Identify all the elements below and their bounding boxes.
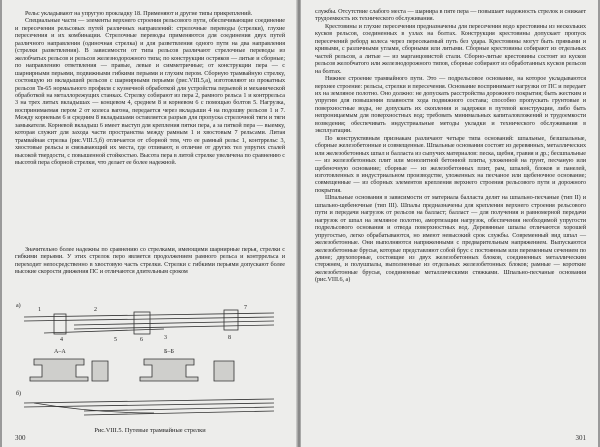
figure-caption: Рис.VIII.5. Путевые трамвайные стрелки xyxy=(94,427,206,434)
paragraph: По конструктивным признакам различают четыре типа оснований: шпальные, безшпальные, сборные железобетонные и совмещенные. Шпальные основания состоят из деревянных, металлических или железобетонных шпал и балласта из сыпучих материалов: песка, щебня, гравия и др.; бесшпальные — из железобетонных плит или монолитной бетонной плиты, уложенной на грунт, песчаную или щебеночную основание; сборные — из железобетонных плит, рам, шпалей, блоков и панелей, изготовленных в индустриальном производстве, уложенных на песчаное или щебеночное основание; совмещенные — из сборных элементов крепления верхнего строения рельсового пути и дорожного покрытия. xyxy=(315,134,586,194)
fig-label-a: а) xyxy=(16,303,21,309)
tram-switch-figure xyxy=(14,299,286,434)
svg-text:8: 8 xyxy=(228,335,231,341)
svg-text:5: 5 xyxy=(114,337,117,343)
paragraph: Шпальные основания в зависимости от материала балласта делят на шпально-песчаные (тип II) и шпально-щебеночные (тип III). Шпалы предназначены для крепления верхнего строения рельсового пути и передачи нагрузок от рельсов на балласт; балласт — для получения и равномерной передачи нагрузок от шпал на земляное полотно, амортизации нагрузок, обеспечения необходимой упругости подрельсового основания и отвода поверхностных вод. Деревянные шпалы отличаются хорошей упругостью, легко обрабатываются, но имеют невысокий срок службы. Современный вид шпал — железобетонные. Они выполняются напряженными с предварительным напряжением. Выпускаются железобетонные брусья, которые представляют собой брус с постоянным или переменным сечением по длине; двухопорные, состоящие из двух железобетонных блоков, соединенных металлическим стержнем, и полушпалы, выполненные из отдельных железобетонных блоков; рамные — короткие железобетонные брусья, соединенные металлическими стяжками. Шпально-песчаные основания (рис.VIII.6, а) xyxy=(315,194,586,284)
svg-text:2: 2 xyxy=(94,307,97,313)
paragraph: службы. Отсутствие слабого места — шарнира в пяте пера — повышает надежность стрелок и снижает трудоемкость их технического обслуживания. xyxy=(315,8,586,23)
page-number-right: 301 xyxy=(575,434,586,442)
svg-text:4: 4 xyxy=(60,337,63,343)
left-page xyxy=(2,0,297,447)
section-label-bb: Б–Б xyxy=(164,349,174,355)
right-page xyxy=(301,0,598,447)
right-page-text xyxy=(315,8,586,284)
svg-text:6: 6 xyxy=(140,337,143,343)
fig-label-b: б) xyxy=(16,391,22,397)
svg-text:1: 1 xyxy=(38,307,41,313)
page-number-left: 300 xyxy=(15,434,26,442)
left-page-bottom-text xyxy=(15,246,285,276)
svg-text:7: 7 xyxy=(244,305,247,311)
section-label-aa: А–А xyxy=(54,349,66,355)
paragraph: Значительно более надежны по сравнению со стрелками, имеющими шарнирные перья, стрелки с гибкими перьями. У этих стрелок перо является продолжением рамного рельса и контррельса и переходит непосредственно в хвостовую часть стрелки. Стрелки с гибкими перьями допускают более высокие скорости движения ПС и отличаются длительным сроком xyxy=(15,246,285,276)
svg-text:3: 3 xyxy=(164,335,167,341)
tram-switch-drawing xyxy=(14,299,286,423)
left-page-top-text xyxy=(15,10,285,167)
paragraph: Крестовины и глухие пересечения предназначены для пересечения водо крестовины из нескольких кусков рельсов, соединенных в узлах на болтах. Конструкция крестовины допускает пропуск пересечений реборд колеса через пересекаемый путь без удара. Крестовины могут быть прямыми и кривыми, с различными углами, сборными или литыми. Сборные крестовины собирают из отдельных частей рельсов, а литые — из марганцовистой стали. Сборно-литые крестовины состоят из кусков рельсов желобчатого или железнодорожного типов, сборные собирают из обработанных кусков рельсов на болтах. xyxy=(315,22,586,75)
paragraph: Специальные части — элементы верхнего строения рельсового пути, обеспечивающие соединение и пересечения рельсовых путей различных направлений: стрелочные переводы (стрелки), глухие пересечения и их комбинации. Стрелочные переводы применяются для соединения двух путей различного направления (одиночная стрелка) и для разветвления одного пути на два направления (стрелки разветвления). В зависимости от типа рельсов различают стрелочные переводы из желобчатых рельсов и рельсов железнодорожного типа; по конструкции остряков — литые и сборные; по направлению ответвления — правые, левые и симметричные; от конструкции пера — с шарнирными перьями, подвижными гибкими перьями и глухим пером. Сборную трамвайную стрелку, состоящую из вкладышей рельсов с шарнирными перьями (рис.VIII.5,а), изготовляют из прокатных рельсов Тв-65 нормального профиля с кузнечной обработкой для устройства перьевой и механической обработкой на металлорежущих станках. Стрелку собирают из пера 2, рамного рельса 1 и контррельса 3 на трех литых вкладышах — концевом 4, среднем 8 и корневом 6 с помощью болтов 5. Нагрузка, воспринимаемая пером 2 от колеса вагона, передается через вкладыши 4 на подошву рельсов 1 и 7. Между корневым 6 и средним 8 вкладышами оставляется разрыв для пропуска стрелочной тяги и тяги замыкателя. Корневой вкладыш 6 имеет выступ для крепления пятки пера, а за пяткой пера — выемку, которая служит для захода части пространства между рамным 1 и хвостовым 7 рельсами. Литая трамвайная стрелка (рис.VIII.5,б) отличается от сборной тем, что ее рамный рельс 1, контррельс 3, хвостовые рельсы и связывающий их места, где отливают, в отличие от других тел упругих сталей высокой твердости, с повышенной стойкостью. Высота пера в литой стрелке увеличена по сравнению с высотой пера сборной стрелки, что делает ее более надежной. xyxy=(15,17,285,167)
paragraph: Рельс укладывают на упругую прокладку 18. Применяют и другие типы прикреплений. xyxy=(25,10,253,17)
paragraph: Нижнее строение трамвайного пути. Это — подрельсовое основание, на которое укладываются верхнее строение: рельсы, стрелки и пересечения. Основание воспринимает нагрузки от ПС и передает их на земляное полотно. Оно должно: не допускать расстройства дорожного покрытия; быть жестким и упругим для повышения плавности хода подвижного состава; способно пропускать грунтовые и поверхностные воды, не допускать их скопления и задержки в путевой конструкции, либо быть непроницаемым для поверхностных вод; требовать минимальных капиталовложений и трудоемкости возведения; обеспечивать индустриальные методы укладки и технического обслуживания в эксплуатации. xyxy=(315,75,586,135)
